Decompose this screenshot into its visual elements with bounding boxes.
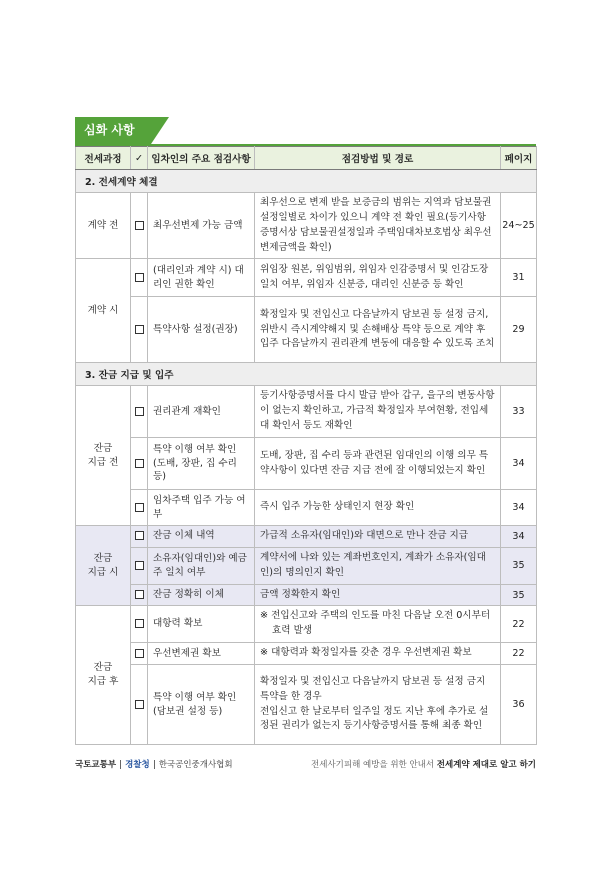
stage-line-1: 잔금 [93,442,113,454]
method-cell: 위임장 원본, 위임범위, 위임자 인감증명서 및 인감도장 일치 여부, 위임자 신분증, 대리인 신분증 등 확인 [255,259,501,297]
item-cell: 특약 이행 여부 확인(도배, 장판, 집 수리 등) [148,438,255,490]
checkbox[interactable] [135,590,144,599]
table-row [76,438,537,490]
checkbox[interactable] [135,649,144,658]
page-cell: 34 [501,438,537,490]
method-cell: 등기사항증명서를 다시 발급 받아 갑구, 을구의 변동사항이 없는지 확인하고, 가급적 확정일자 부여현황, 전입세대 확인서 등도 재확인 [255,386,501,438]
section-title: 2. 전세계약 체결 [76,170,537,193]
checkbox[interactable] [135,325,144,334]
stage-cell [76,606,131,745]
item-cell: 특약사항 설정(권장) [148,297,255,363]
checkbox[interactable] [135,459,144,468]
method-cell: 금액 정확한지 확인 [255,584,501,606]
guide-title: 전세계약 제대로 알고 하기 [436,760,536,770]
method-cell [255,643,501,665]
checkbox[interactable] [135,561,144,570]
table-row [76,490,537,526]
col-item: 임차인의 주요 점검사항 [148,147,255,170]
method-line-1: 확정일자 및 전입신고 다음날까지 담보권 등 설정 금지 특약을 한 경우 [260,675,486,702]
method-cell: 즉시 입주 가능한 상태인지 현장 확인 [255,490,501,526]
footer-divider [154,760,155,769]
stage-line-2: 지급 전 [87,456,119,468]
page-cell: 29 [501,297,537,363]
section-tab [75,117,151,144]
method-cell [255,665,501,745]
col-method: 점검방법 및 경로 [255,147,501,170]
item-cell: (대리인과 계약 시) 대리인 권한 확인 [148,259,255,297]
stage-line-2: 지급 시 [87,566,119,578]
note-text: ※ 전입신고와 주택의 인도를 마친 다음날 오전 0시부터 효력 발생 [260,610,491,637]
checkbox[interactable] [135,531,144,540]
check-cell [131,643,148,665]
page-cell: 35 [501,547,537,584]
note-text: ※ 대항력과 확정일자를 갖춘 경우 우선변제권 확보 [260,647,472,659]
check-cell [131,526,148,548]
table-row [76,526,537,548]
item-cell: 잔금 이체 내역 [148,526,255,548]
check-cell [131,386,148,438]
section-title: 3. 잔금 지급 및 입주 [76,363,537,386]
stage-line-1: 잔금 [93,552,113,564]
section-row [76,170,537,193]
page-cell: 31 [501,259,537,297]
item-cell: 대항력 확보 [148,606,255,643]
police-logo: 경찰청 [125,760,150,770]
stage-cell [76,526,131,606]
col-stage: 전세과정 [76,147,131,170]
page-cell: 36 [501,665,537,745]
method-cell: 확정일자 및 전입신고 다음날까지 담보권 등 설정 금지, 위반시 즉시계약해지 및 손해배상 특약 등으로 계약 후 입주 다음날까지 권리관계 변동에 대응할 수 있도록 조치 [255,297,501,363]
item-cell: 임차주택 입주 가능 여부 [148,490,255,526]
method-cell: 계약서에 나와 있는 계좌번호인지, 계좌가 소유자(임대인)의 명의인지 확인 [255,547,501,584]
table-row [76,297,537,363]
item-cell: 특약 이행 여부 확인(담보권 설정 등) [148,665,255,745]
check-cell [131,490,148,526]
checklist-table [75,146,537,745]
moltm-logo: 국토교통부 [75,760,117,770]
section-row [76,363,537,386]
checkbox[interactable] [135,273,144,282]
check-cell [131,259,148,297]
page-cell: 33 [501,386,537,438]
page-cell: 24~25 [501,193,537,259]
page-cell: 22 [501,643,537,665]
guide-subtitle: 전세사기피해 예방을 위한 안내서 [311,760,435,770]
method-cell: 최우선으로 변제 받을 보증금의 범위는 지역과 담보물권설정일별로 차이가 있으니 계약 전 확인 필요(등기사항증명서상 담보물권설정일과 주택임대차보호법상 최우선 변제금액을 확인) [255,193,501,259]
checkbox[interactable] [135,221,144,230]
method-line-2: 전입신고 한 날로부터 일주일 정도 지난 후에 추가로 설정된 권리가 없는지 등기사항증명서를 통해 최종 확인 [260,705,489,732]
stage-line-1: 잔금 [93,662,113,674]
item-cell: 최우선변제 가능 금액 [148,193,255,259]
checkbox[interactable] [135,503,144,512]
table-row [76,665,537,745]
table-row [76,606,537,643]
item-cell: 우선변제권 확보 [148,643,255,665]
page-cell: 34 [501,490,537,526]
check-cell [131,665,148,745]
stage-cell: 계약 시 [76,259,131,363]
page-cell: 22 [501,606,537,643]
footer-logos [75,758,233,770]
tab-label: 심화 사항 [75,117,151,144]
page-footer [75,754,536,774]
check-cell [131,606,148,643]
check-cell [131,584,148,606]
table-row [76,584,537,606]
table-row [76,259,537,297]
item-cell: 잔금 정확히 이체 [148,584,255,606]
table-row [76,386,537,438]
association-logo: 한국공인중개사협회 [158,760,233,770]
item-cell: 소유자(임대인)와 예금주 일치 여부 [148,547,255,584]
stage-cell: 계약 전 [76,193,131,259]
method-cell: 가급적 소유자(임대인)와 대면으로 만나 잔금 지급 [255,526,501,548]
check-cell [131,547,148,584]
page-cell: 34 [501,526,537,548]
page-cell: 35 [501,584,537,606]
stage-line-2: 지급 후 [87,676,119,688]
checkbox[interactable] [135,700,144,709]
check-cell [131,297,148,363]
table-header [76,147,537,170]
footer-divider [120,760,121,769]
table-row [76,643,537,665]
check-cell [131,193,148,259]
item-cell: 권리관계 재확인 [148,386,255,438]
method-cell: 도배, 장판, 집 수리 등과 관련된 임대인의 이행 의무 특약사항이 있다면 잔금 지급 전에 잘 이행되었는지 확인 [255,438,501,490]
stage-cell [76,386,131,526]
table-row [76,547,537,584]
col-page: 페이지 [501,147,537,170]
check-cell [131,438,148,490]
method-cell [255,606,501,643]
checkbox[interactable] [135,407,144,416]
col-check: ✓ [131,147,148,170]
footer-guide-title [311,758,536,770]
table-row [76,193,537,259]
checkbox[interactable] [135,619,144,628]
